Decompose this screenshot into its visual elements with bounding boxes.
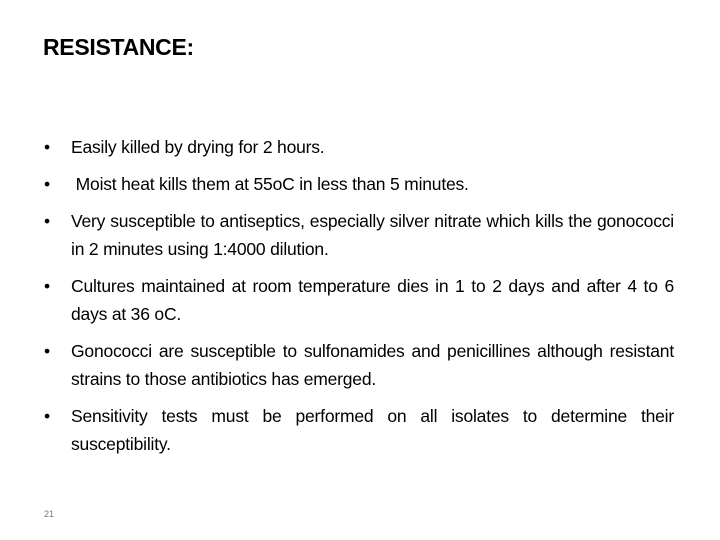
bullet-item — [44, 170, 674, 198]
bullet-icon: • — [44, 406, 50, 426]
bullet-icon: • — [44, 341, 50, 361]
bullet-item — [44, 402, 674, 458]
bullet-text: Very susceptible to antiseptics, especially silver nitrate which kills the gonococci in 2 minutes using 1:4000 dilution. — [71, 211, 674, 259]
bullet-icon: • — [44, 211, 50, 231]
slide-title: RESISTANCE: — [43, 34, 194, 60]
bullet-text: Cultures maintained at room temperature dies in 1 to 2 days and after 4 to 6 days at 36 oC. — [71, 276, 674, 324]
page-number: 21 — [44, 509, 55, 519]
bullet-text: Easily killed by drying for 2 hours. — [71, 137, 325, 157]
bullet-icon: • — [44, 276, 50, 296]
bullet-icon: • — [44, 137, 50, 157]
bullet-text: Gonococci are susceptible to sulfonamides and penicillines although resistant strains to those antibiotics has emerged. — [71, 341, 674, 389]
bullet-item — [44, 207, 674, 263]
bullet-text: Sensitivity tests must be performed on all isolates to determine their susceptibility. — [71, 406, 674, 454]
bullet-item — [44, 337, 674, 393]
bullet-list — [44, 133, 674, 467]
bullet-item — [44, 133, 674, 161]
bullet-text: Moist heat kills them at 55oC in less than 5 minutes. — [71, 174, 469, 194]
bullet-icon: • — [44, 174, 50, 194]
bullet-item — [44, 272, 674, 328]
